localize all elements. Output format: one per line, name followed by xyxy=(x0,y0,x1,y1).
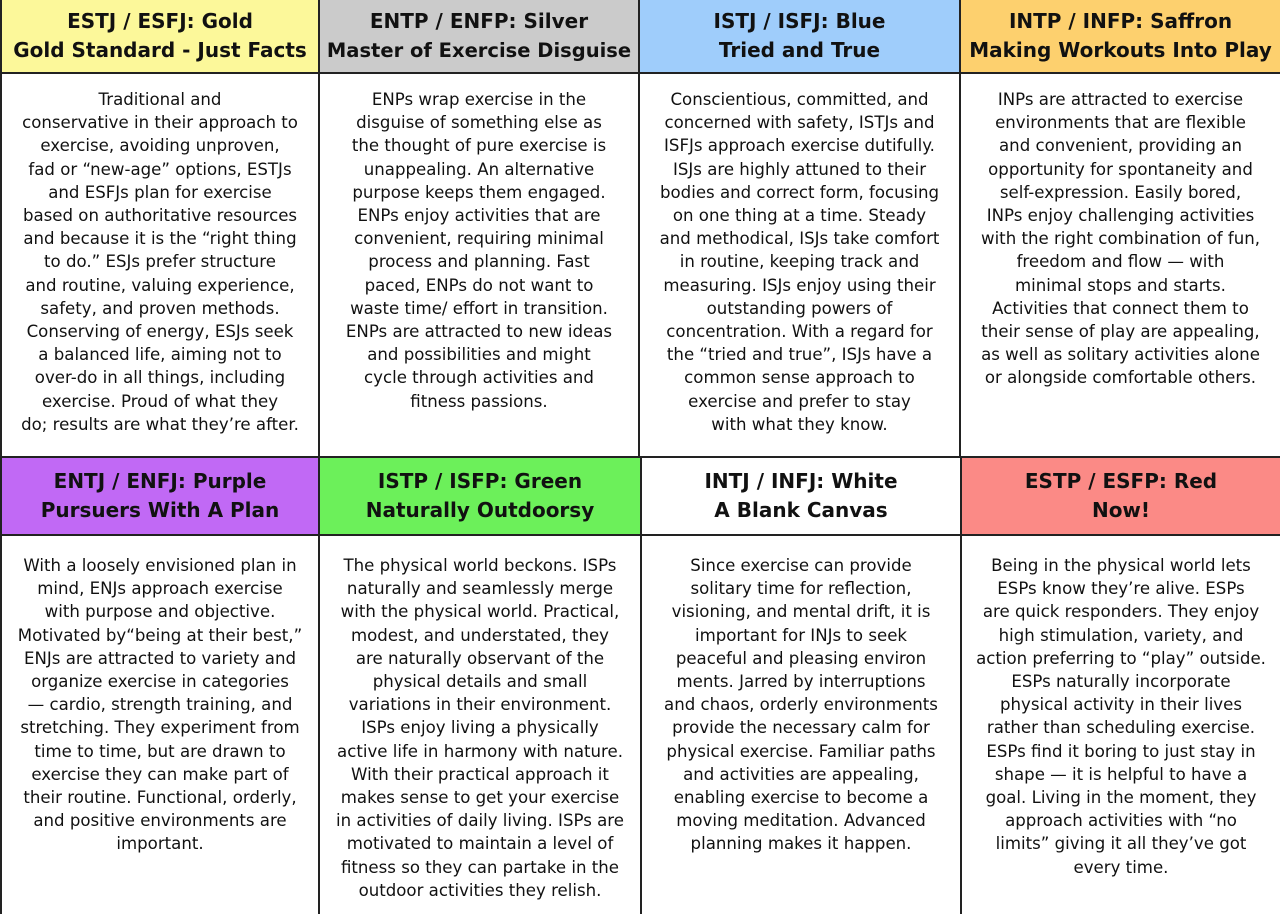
card-description-line: fad or “new-age” options, ESTJs xyxy=(28,159,292,179)
card-description-line: goal. Living in the moment, they xyxy=(985,788,1257,808)
card-description-line: Activities that connect them to xyxy=(992,298,1249,318)
card-description-line: shape — it is helpful to have a xyxy=(994,764,1248,784)
card-description-line: approach activities with “no xyxy=(1005,811,1237,831)
card-description-line: common sense approach to xyxy=(684,368,915,388)
card-description xyxy=(2,74,318,456)
card-header xyxy=(2,458,318,536)
card-description xyxy=(961,74,1280,456)
card-description-line: opportunity for spontaneity and xyxy=(988,159,1253,179)
card-description xyxy=(320,536,640,914)
card-description-line: ISPs enjoy living a physically xyxy=(361,718,599,738)
card-description-line: disguise of something else as xyxy=(356,113,602,133)
card-description-line: over-do in all things, including xyxy=(34,368,286,388)
card-description-line: or alongside comfortable others. xyxy=(984,368,1257,388)
card-description-line: exercise they can make part of xyxy=(31,764,289,784)
card-description-line: important for INJs to seek xyxy=(694,625,908,645)
card-subtitle: Naturally Outdoorsy xyxy=(365,498,595,522)
card-description-line: Since exercise can provide xyxy=(690,556,912,575)
card-description-line: and chaos, orderly environments xyxy=(664,695,938,715)
card-description-line: and routine, valuing experience, xyxy=(25,275,295,295)
card-description-line: and because it is the “right thing xyxy=(23,229,297,249)
card-description-line: Traditional and xyxy=(98,90,222,109)
card-description xyxy=(320,74,638,456)
card-title: ISTJ / ISFJ: Blue xyxy=(713,9,886,33)
card-description-line: the “tried and true”, ISJs have a xyxy=(666,345,933,365)
card-description-line: — cardio, strength training, and xyxy=(27,695,293,715)
card-description-line: important. xyxy=(116,834,204,854)
card-description-line: ENPs are attracted to new ideas xyxy=(345,322,613,342)
card-silver xyxy=(320,0,640,458)
card-description-line: organize exercise in categories xyxy=(31,672,289,692)
grid-row-bottom xyxy=(2,458,1280,914)
card-description-line: high stimulation, variety, and xyxy=(998,625,1244,645)
card-description-line: The physical world beckons. ISPs xyxy=(343,556,617,575)
card-description-line: peaceful and pleasing environ xyxy=(675,648,927,668)
card-description-line: planning makes it happen. xyxy=(690,834,912,854)
card-description-line: motivated to maintain a level of xyxy=(346,834,614,854)
card-subtitle: Pursuers With A Plan xyxy=(40,498,280,522)
card-purple xyxy=(2,458,320,914)
card-description-line: With a loosely envisioned plan in xyxy=(23,556,297,575)
card-description-line: self-expression. Easily bored, xyxy=(999,182,1242,202)
card-subtitle: Master of Exercise Disguise xyxy=(326,39,632,62)
card-description-line: on one thing at a time. Steady xyxy=(672,206,927,226)
card-description-line: moving meditation. Advanced xyxy=(676,811,926,831)
card-description-line: measuring. ISJs enjoy using their xyxy=(663,275,936,295)
card-description-line: to do.” ESJs prefer structure xyxy=(44,252,276,272)
card-description-line: and activities are appealing, xyxy=(683,764,919,784)
card-description-line: Conserving of energy, ESJs seek xyxy=(26,322,294,342)
card-title: ESTP / ESFP: Red xyxy=(1024,469,1218,493)
card-description-line: ments. Jarred by interruptions xyxy=(676,672,926,692)
card-header xyxy=(962,458,1280,536)
card-description-line: as well as solitary activities alone xyxy=(981,345,1260,365)
card-header xyxy=(2,0,318,74)
card-description-line: ENPs enjoy activities that are xyxy=(357,206,601,226)
card-description-line: solitary time for reflection, xyxy=(690,579,912,599)
card-description-line: Conscientious, committed, and xyxy=(670,90,929,109)
card-description-line: concentration. With a regard for xyxy=(666,322,933,342)
card-description-line: fitness passions. xyxy=(410,391,548,411)
card-description-line: freedom and flow — with xyxy=(1016,252,1225,272)
card-subtitle: Gold Standard - Just Facts xyxy=(13,38,307,62)
card-description-line: physical exercise. Familiar paths xyxy=(666,741,936,761)
card-description-line: variations in their environment. xyxy=(348,695,612,715)
card-description-line: exercise. Proud of what they xyxy=(41,391,279,411)
card-description xyxy=(642,536,960,914)
card-subtitle: Making Workouts Into Play xyxy=(969,38,1272,62)
card-description-line: in routine, keeping track and xyxy=(679,252,920,272)
card-description-line: are quick responders. They enjoy xyxy=(982,602,1260,622)
card-description-line: with purpose and objective. xyxy=(44,602,276,622)
card-description-line: and convenient, providing an xyxy=(999,136,1242,156)
card-description-line: outstanding powers of xyxy=(706,298,893,318)
card-description-line: INPs are attracted to exercise xyxy=(997,90,1244,109)
card-description-line: their sense of play are appealing, xyxy=(981,322,1260,342)
card-description-line: concerned with safety, ISTJs and xyxy=(664,113,935,133)
card-description-line: fitness so they can partake in the xyxy=(340,857,620,877)
card-description-line: waste time/ effort in transition. xyxy=(350,298,608,318)
card-description-line: provide the necessary calm for xyxy=(672,718,930,738)
card-description-line: mind, ENJs approach exercise xyxy=(37,579,283,599)
card-description-line: are naturally observant of the xyxy=(355,648,605,668)
card-description-line: safety, and proven methods. xyxy=(40,298,280,318)
card-header xyxy=(320,458,640,536)
card-description-line: conservative in their approach to xyxy=(22,113,298,133)
card-red xyxy=(962,458,1280,914)
card-description-line: their routine. Functional, orderly, xyxy=(23,788,297,808)
card-description-line: ISFJs approach exercise dutifully. xyxy=(664,136,935,156)
card-description-line: time to time, but are drawn to xyxy=(34,741,286,761)
card-description-line: limits” giving it all they’ve got xyxy=(995,834,1247,854)
card-description-line: exercise, avoiding unproven, xyxy=(40,136,280,156)
card-description xyxy=(2,536,318,914)
card-description-line: with the physical world. Practical, xyxy=(340,602,620,622)
card-description-line: cycle through activities and xyxy=(364,368,594,388)
card-description-line: ESPs find it boring to just stay in xyxy=(986,741,1256,761)
card-description-line: convenient, requiring minimal xyxy=(354,229,604,249)
card-description-line: physical details and small xyxy=(372,672,588,692)
card-subtitle: Tried and True xyxy=(718,38,881,62)
card-description-line: every time. xyxy=(1073,857,1169,877)
card-description-line: Motivated by“being at their best,” xyxy=(17,625,303,645)
card-description-line: with what they know. xyxy=(711,414,888,434)
card-description-line: With their practical approach it xyxy=(351,764,609,784)
card-description-line: physical activity in their lives xyxy=(1000,695,1242,715)
card-description-line: active life in harmony with nature. xyxy=(337,741,623,761)
card-description-line: a balanced life, aiming not to xyxy=(38,345,282,365)
card-description-line: INPs enjoy challenging activities xyxy=(986,206,1255,226)
card-description-line: ISJs are highly attuned to their xyxy=(672,159,927,179)
card-description-line: and ESFJs plan for exercise xyxy=(48,182,272,202)
card-description-line: outdoor activities they relish. xyxy=(358,880,602,900)
card-gold xyxy=(2,0,320,458)
card-description-line: unappealing. An alternative xyxy=(363,159,595,179)
card-description-line: naturally and seamlessly merge xyxy=(346,579,614,599)
card-title: ISTP / ISFP: Green xyxy=(377,469,583,493)
card-description-line: purpose keeps them engaged. xyxy=(352,182,606,202)
card-description-line: and positive environments are xyxy=(33,811,287,831)
card-title: ESTJ / ESFJ: Gold xyxy=(67,9,253,33)
card-header xyxy=(642,458,960,536)
card-white xyxy=(642,458,962,914)
card-description-line: stretching. They experiment from xyxy=(20,718,300,738)
card-description-line: paced, ENPs do not want to xyxy=(364,275,594,295)
card-description-line: visioning, and mental drift, it is xyxy=(671,602,931,622)
card-header xyxy=(640,0,959,74)
card-description-line: process and planning. Fast xyxy=(368,252,590,272)
card-description-line: Being in the physical world lets xyxy=(991,556,1251,575)
card-description-line: ESPs know they’re alive. ESPs xyxy=(997,579,1245,599)
card-subtitle: Now! xyxy=(1091,498,1151,522)
card-description-line: the thought of pure exercise is xyxy=(351,136,607,156)
card-description-line: based on authoritative resources xyxy=(22,206,298,226)
card-title: ENTP / ENFP: Silver xyxy=(369,9,589,33)
card-description-line: exercise and prefer to stay xyxy=(688,391,911,411)
card-blue xyxy=(640,0,961,458)
card-description-line: modest, and understated, they xyxy=(350,625,610,645)
card-description-line: and possibilities and might xyxy=(367,345,591,365)
card-description-line: bodies and correct form, focusing xyxy=(659,182,939,202)
card-description-line: minimal stops and starts. xyxy=(1015,275,1226,295)
card-description-line: rather than scheduling exercise. xyxy=(986,718,1256,738)
card-title: ENTJ / ENFJ: Purple xyxy=(53,469,267,493)
card-description-line: in activities of daily living. ISPs are xyxy=(336,811,624,831)
card-description-line: enabling exercise to become a xyxy=(673,788,929,808)
card-description-line: ENPs wrap exercise in the xyxy=(371,90,587,109)
card-header xyxy=(320,0,638,74)
card-header xyxy=(961,0,1280,74)
card-description xyxy=(640,74,959,456)
card-description-line: do; results are what they’re after. xyxy=(21,414,299,434)
card-description-line: ENJs are attracted to variety and xyxy=(23,648,297,668)
card-saffron xyxy=(961,0,1280,458)
card-description-line: and methodical, ISJs take comfort xyxy=(659,229,940,249)
card-green xyxy=(320,458,642,914)
card-subtitle: A Blank Canvas xyxy=(714,498,888,522)
grid-row-top xyxy=(2,0,1280,458)
card-description-line: action preferring to “play” outside. xyxy=(976,648,1266,668)
card-description-line: makes sense to get your exercise xyxy=(340,788,620,808)
card-title: INTJ / INFJ: White xyxy=(704,469,898,493)
card-description xyxy=(962,536,1280,914)
card-title: INTP / INFP: Saffron xyxy=(1008,9,1233,33)
card-description-line: with the right combination of fun, xyxy=(981,229,1260,249)
card-description-line: ESPs naturally incorporate xyxy=(1011,672,1231,692)
card-description-line: environments that are flexible xyxy=(995,113,1246,133)
